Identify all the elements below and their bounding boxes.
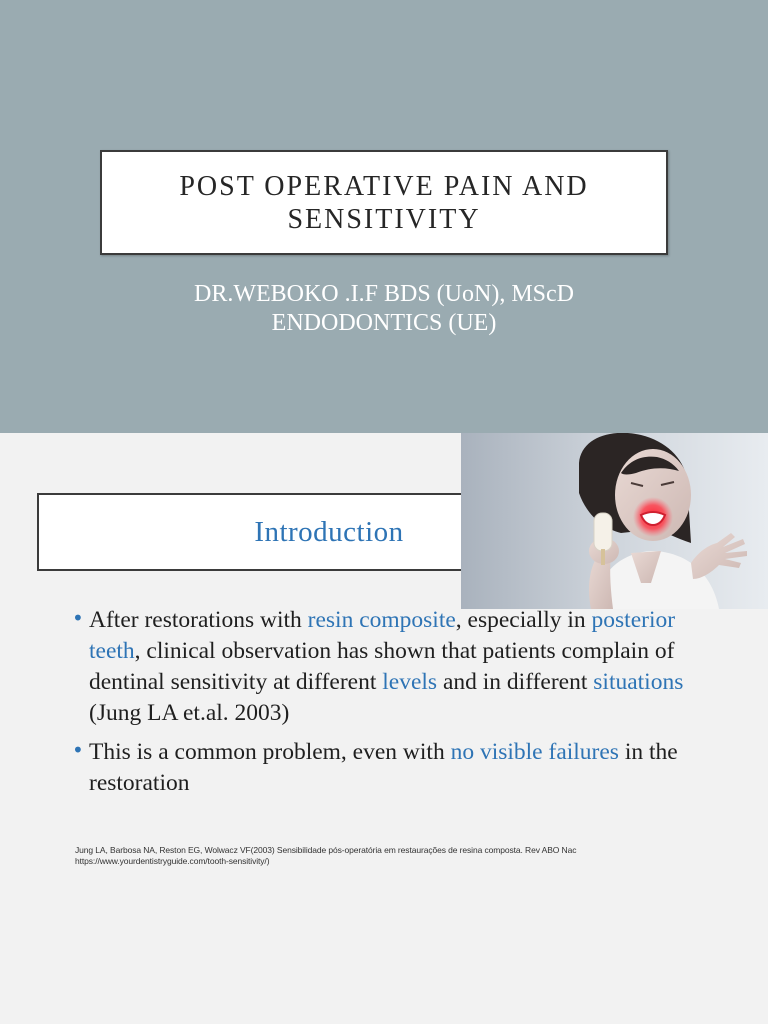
bullet-item-2 <box>72 737 712 799</box>
bullet-list <box>72 605 712 807</box>
bullet-text-2-a: This is a common problem, even with <box>89 739 451 765</box>
bullet-icon: • <box>72 606 84 630</box>
title-box <box>100 150 668 255</box>
bullet-text-1-h: situations <box>593 669 684 695</box>
slide-title: POST OPERATIVE PAIN AND SENSITIVITY <box>179 170 589 235</box>
title-slide <box>0 0 768 433</box>
bullet-text-1-d: posterior teeth <box>89 607 676 664</box>
bullet-text-1-g: and in different <box>437 669 594 695</box>
photo-illustration <box>461 433 768 609</box>
woman-tooth-pain-photo <box>461 433 768 609</box>
introduction-slide <box>0 433 768 1024</box>
slide-subtitle <box>0 280 768 338</box>
subtitle-line-2: ENDODONTICS (UE) <box>271 310 497 336</box>
bullet-text-2-c: in the restoration <box>89 739 678 796</box>
bullet-text-1-b: resin composite <box>307 607 456 633</box>
bullet-text-2-b: no visible failures <box>450 739 619 765</box>
slide-heading: Introduction <box>254 515 404 548</box>
references <box>75 845 695 867</box>
bullet-text-1-e: , clinical observation has shown that patients complain of dentinal sensitivity at different <box>89 638 675 695</box>
bullet-text-1-c: , especially in <box>455 607 592 633</box>
bullet-item-1 <box>72 605 712 729</box>
bullet-icon: • <box>72 738 84 762</box>
reference-2: https://www.yourdentistryguide.com/tooth-sensitivity/) <box>75 856 270 866</box>
bullet-text-1-i: (Jung LA et.al. 2003) <box>89 700 290 726</box>
subtitle-line-1: DR.WEBOKO .I.F BDS (UoN), MScD <box>193 281 574 307</box>
bullet-text-1-f: levels <box>382 669 438 695</box>
bullet-text-1-a: After restorations with <box>89 607 308 633</box>
reference-1: Jung LA, Barbosa NA, Reston EG, Wolwacz VF(2003) Sensibilidade pós-operatória em restaurações de resina composta. Rev ABO Nac <box>75 845 577 855</box>
